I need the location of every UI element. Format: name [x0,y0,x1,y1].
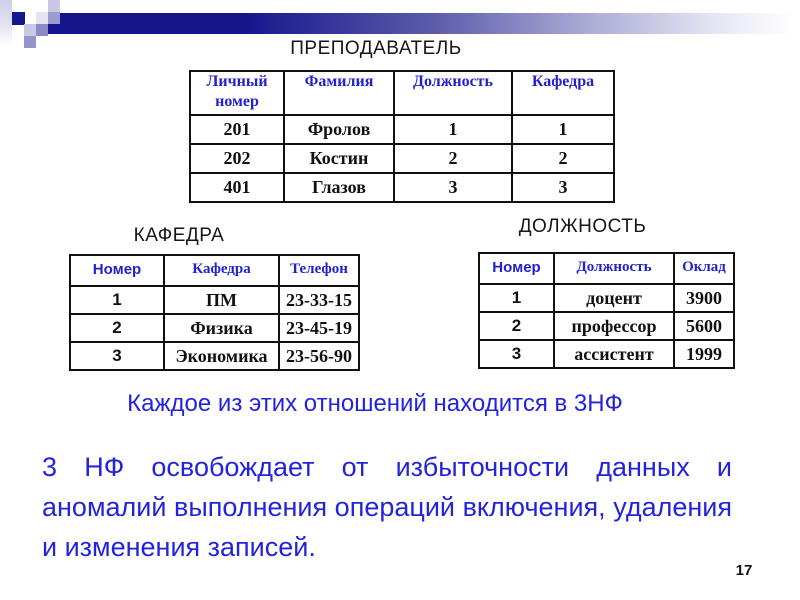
table-row [190,144,614,173]
table-cell: ассистент [554,340,674,368]
statement-text: Каждое из этих отношений находится в 3НФ [127,390,623,417]
position-header-name: Должность [554,253,674,284]
table-cell: 3 [70,342,164,370]
teacher-table-title: ПРЕПОДАВАТЕЛЬ [290,38,462,59]
teacher-header-position: Должность [394,71,512,115]
department-table-title: КАФЕДРА [133,225,225,246]
table-cell: Глазов [284,173,394,202]
table-cell: профессор [554,312,674,340]
position-header-salary: Оклад [674,253,734,284]
table-cell: 1 [512,115,614,144]
table-row [479,284,734,312]
position-header-number: Номер [479,253,554,284]
table-cell: 202 [190,144,284,173]
department-header-number: Номер [70,255,164,286]
table-cell: 1 [479,284,554,312]
teacher-header-surname: Фамилия [284,71,394,115]
teacher-header-id: Личный номер [190,71,284,115]
table-row [190,115,614,144]
department-table [69,254,360,371]
left-gradient-strip [0,0,12,46]
table-row [70,286,359,314]
page-number: 17 [735,562,753,579]
table-cell: 1 [70,286,164,314]
top-bar-decoration [48,13,792,34]
table-cell: доцент [554,284,674,312]
position-table [478,252,735,369]
paragraph-text: 3 НФ освобождает от избыточности данных и аномалий выполнения операций включения, удаления и изменения записей. [42,452,732,562]
table-cell: Экономика [164,342,279,370]
table-cell: 2 [70,314,164,342]
decor-square [48,0,60,12]
table-cell: Костин [284,144,394,173]
table-cell: 5600 [674,312,734,340]
position-table-title: ДОЛЖНОСТЬ [518,216,647,237]
table-cell: 1 [394,115,512,144]
table-cell: 201 [190,115,284,144]
department-header-phone: Телефон [279,255,359,286]
decor-square [24,24,36,36]
table-cell: 3 [512,173,614,202]
table-cell: ПМ [164,286,279,314]
table-cell: 23-56-90 [279,342,359,370]
table-cell: 3 [479,340,554,368]
decor-square [48,12,60,24]
table-header-row [70,255,359,286]
table-header-row [479,253,734,284]
table-row [479,340,734,368]
table-row [479,312,734,340]
table-cell: 1999 [674,340,734,368]
table-header-row [190,71,614,115]
table-cell: Физика [164,314,279,342]
decor-square [36,12,48,24]
teacher-table [189,70,615,203]
teacher-header-department: Кафедра [512,71,614,115]
table-cell: Фролов [284,115,394,144]
table-row [190,173,614,202]
department-header-name: Кафедра [164,255,279,286]
table-row [70,314,359,342]
table-cell: 401 [190,173,284,202]
table-cell: 3 [394,173,512,202]
table-cell: 2 [394,144,512,173]
decor-square [24,36,36,48]
table-cell: 3900 [674,284,734,312]
table-cell: 2 [479,312,554,340]
table-row [70,342,359,370]
table-cell: 2 [512,144,614,173]
decor-square [36,24,48,36]
table-cell: 23-45-19 [279,314,359,342]
table-cell: 23-33-15 [279,286,359,314]
